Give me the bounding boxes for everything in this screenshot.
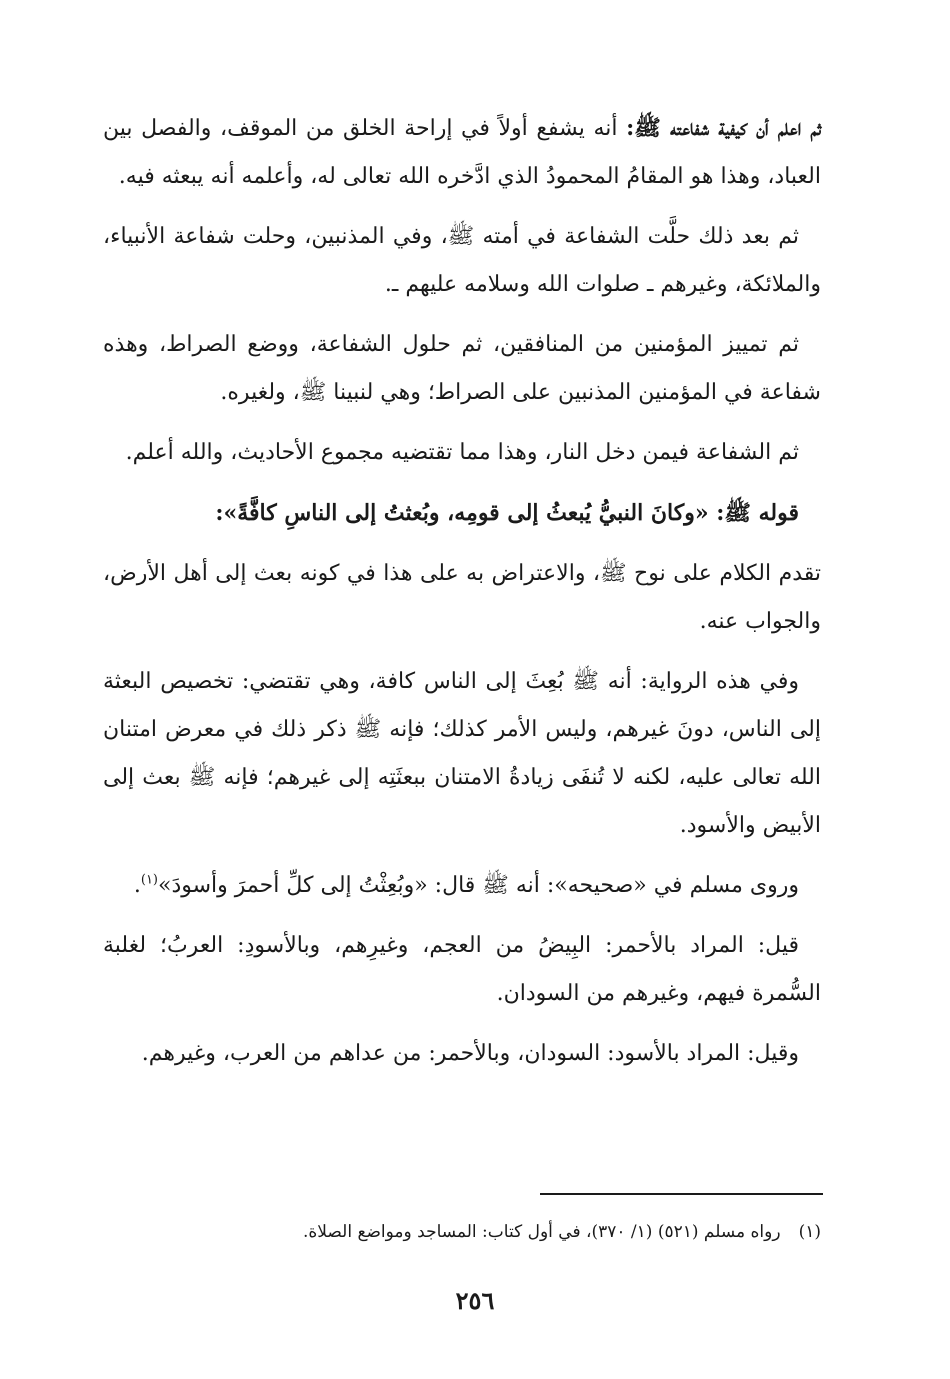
- paragraph-text: قيل: المراد بالأحمر: البِيضُ من العجم، وغيرِهم، وبالأسودِ: العربُ؛ لغلبة السُّمرة فيهم، وغيرهم من السودان.: [103, 933, 821, 1006]
- paragraph-text: وروى مسلم في «صحيحه»: أنه ﷺ قال: «وبُعِثْتُ إلى كلِّ أحمرَ وأسودَ»: [158, 873, 799, 898]
- footnote-text: رواه مسلم (٥٢١) (١/ ٣٧٠)، في أول كتاب: المساجد ومواضع الصلاة.: [302, 1222, 781, 1242]
- paragraph-7: [103, 658, 821, 850]
- footnote-divider: [540, 1193, 823, 1195]
- footnote: [103, 1218, 821, 1246]
- paragraph-1: [103, 104, 821, 201]
- footnote-number: (١): [798, 1222, 821, 1242]
- bold-lead: ثم اعلم أن كيفية شفاعته ﷺ:: [626, 115, 821, 141]
- paragraph-text: تقدم الكلام على نوح ﷺ، والاعتراض به على هذا في كونه بعث إلى أهل الأرض، والجواب عنه.: [103, 561, 821, 634]
- hadith-heading: [103, 489, 821, 538]
- paragraph-10: [103, 1030, 821, 1078]
- paragraph-text: ثم الشفاعة فيمن دخل النار، وهذا مما تقتضيه مجموع الأحاديث، والله أعلم.: [125, 440, 799, 465]
- paragraph-text: ثم بعد ذلك حلَّت الشفاعة في أمته ﷺ، وفي المذنبين، وحلت شفاعة الأنبياء، والملائكة، وغيرهم ـ صلوات الله وسلامه عليهم ـ.: [103, 224, 821, 297]
- bold-lead: قوله ﷺ: «وكانَ النبيُّ يُبعثُ إلى قومِه، وبُعثتُ إلى الناسِ كافَّةً»:: [215, 500, 799, 526]
- paragraph-tail: .: [133, 873, 141, 898]
- main-text: [103, 104, 821, 1090]
- paragraph-4: [103, 429, 821, 477]
- footnote-reference[interactable]: (١): [140, 872, 158, 888]
- paragraph-8: [103, 862, 821, 910]
- paragraph-9: [103, 922, 821, 1018]
- paragraph-text: وقيل: المراد بالأسود: السودان، وبالأحمر: من عداهم من العرب، وغيرهم.: [141, 1041, 799, 1066]
- paragraph-text: أنه يشفع أولاً في إراحة الخلق من الموقف، والفصل بين العباد، وهذا هو المقامُ المحمودُ الذي ادَّخره الله تعالى له، وأعلمه أنه يبعثه فيه.: [103, 116, 821, 189]
- paragraph-2: [103, 213, 821, 309]
- paragraph-text: وفي هذه الرواية: أنه ﷺ بُعِثَ إلى الناس كافة، وهي تقتضي: تخصيص البعثة إلى الناس، دونَ غيرهم، وليس الأمر كذلك؛ فإنه ﷺ ذكر ذلك في معرض امتنان الله تعالى عليه، لكنه لا تُنفَى زيادةُ الامتنان ببعثَتِه إلى غيرهم؛ فإنه ﷺ بعث إلى الأبيض والأسود.: [103, 669, 821, 838]
- paragraph-3: [103, 321, 821, 417]
- paragraph-text: ثم تمييز المؤمنين من المنافقين، ثم حلول الشفاعة، ووضع الصراط، وهذه شفاعة في المؤمنين المذنبين على الصراط؛ وهي لنبينا ﷺ، ولغيره.: [103, 332, 821, 405]
- paragraph-6: [103, 550, 821, 646]
- page-number: ٢٥٦: [455, 1286, 495, 1315]
